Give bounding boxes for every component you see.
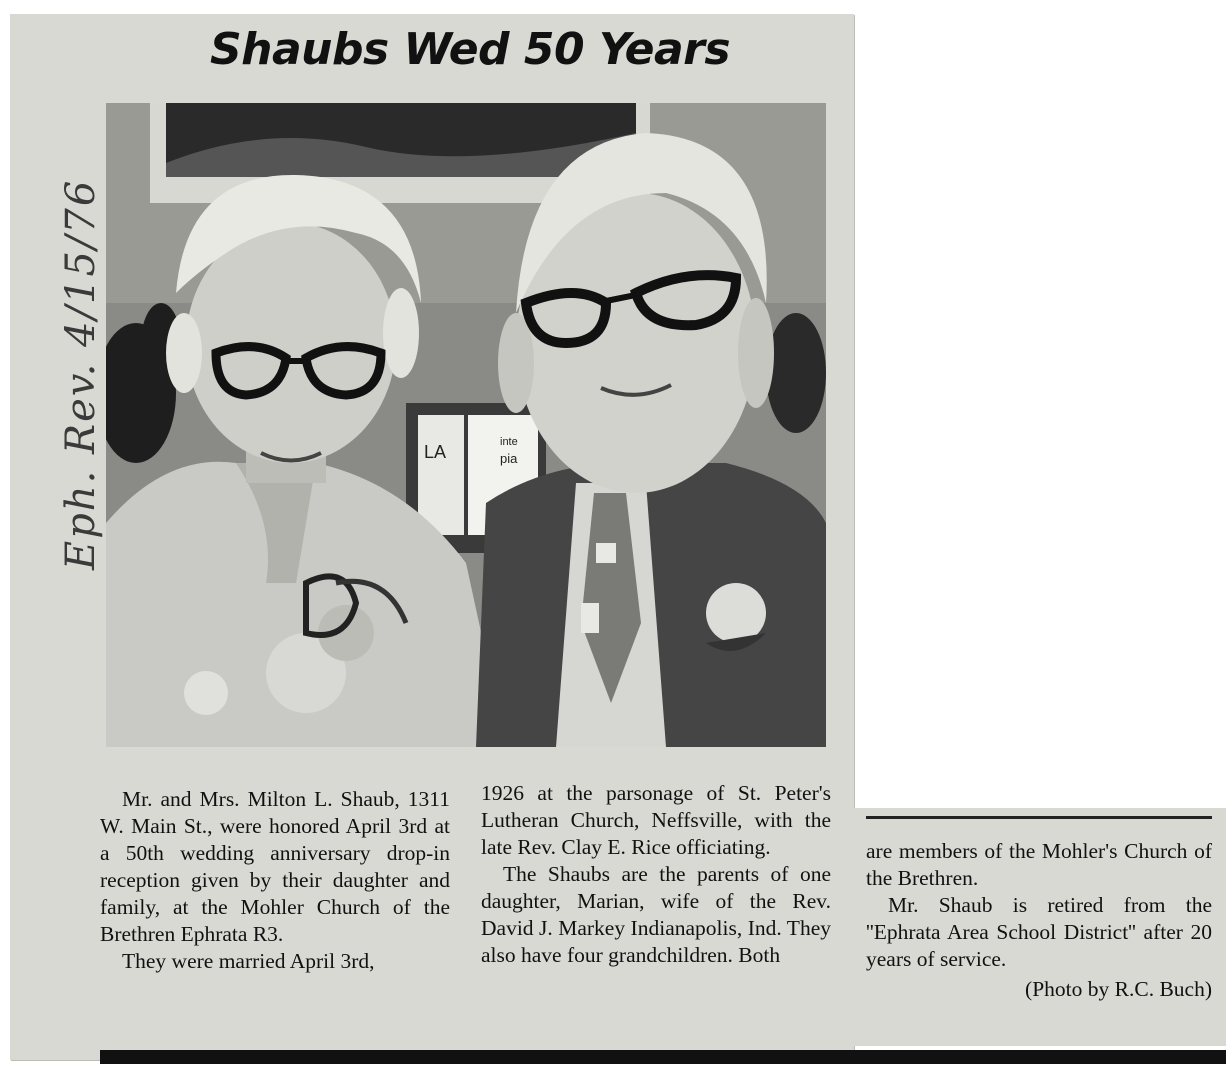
- bottom-border: [100, 1050, 1226, 1064]
- article-column-3: [866, 838, 1212, 1003]
- sign-text-pia: pia: [500, 451, 518, 466]
- photo-credit: (Photo by R.C. Buch): [1025, 977, 1212, 1001]
- sign-text-la: LA: [424, 442, 447, 462]
- article-paragraph: Mr. and Mrs. Milton L. Shaub, 1311 W. Main St., were honored April 3rd at a 50th wedding anniversary drop-in reception given by their daughter and family, at the Mohler Church of the Brethren Ephrata R3.: [100, 787, 450, 946]
- handwritten-date-note: Eph. Rev. 4/15/76: [58, 178, 104, 570]
- article-paragraph: They were married April 3rd,: [122, 949, 375, 973]
- article-paragraph: The Shaubs are the parents of one daughter, Marian, wife of the Rev. David J. Markey Indianapolis, Ind. They also have four grandchildren. Both: [481, 862, 831, 967]
- article-paragraph: are members of the Mohler's Church of the Brethren.: [866, 839, 1212, 890]
- article-paragraph: 1926 at the parsonage of St. Peter's Lutheran Church, Neffsville, with the late Rev. Clay E. Rice officiating.: [481, 781, 831, 859]
- article-paragraph: Mr. Shaub is retired from the ''Ephrata Area School District'' after 20 years of service.: [866, 893, 1212, 971]
- column-rule: [866, 816, 1212, 819]
- plant-right: [766, 313, 826, 433]
- headline: Shaubs Wed 50 Years: [209, 24, 731, 75]
- couple-portrait-photo: [106, 103, 826, 747]
- article-column-2: [481, 780, 831, 969]
- sign-text-inte: inte: [500, 436, 518, 448]
- article-column-1: [100, 786, 450, 975]
